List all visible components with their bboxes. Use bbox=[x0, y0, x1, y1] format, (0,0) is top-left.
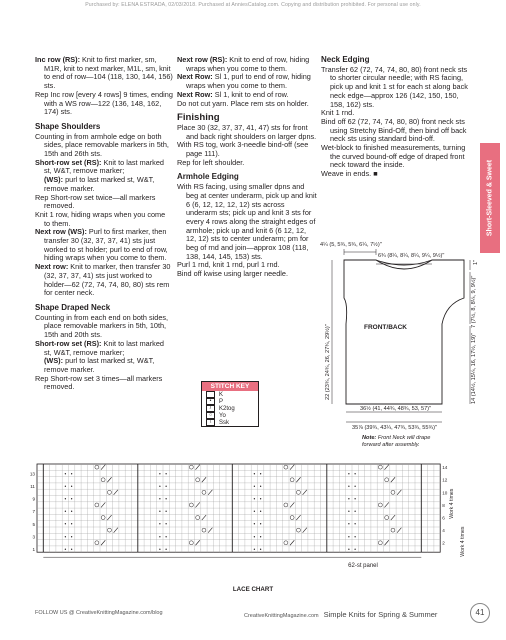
purl-stitch: • bbox=[70, 521, 73, 528]
purl-stitch: • bbox=[253, 496, 256, 503]
chart-repeat-label-lower: Work 4 times bbox=[460, 526, 467, 557]
purl-stitch: • bbox=[165, 509, 168, 516]
shape-draped-neck-text: Counting in from each end on both sides, place removable markers in 5th, 10th, 15th and 20th sts. bbox=[35, 312, 169, 340]
section-side-tab bbox=[480, 143, 500, 253]
purl-stitch: • bbox=[70, 534, 73, 541]
purl-stitch: • bbox=[354, 521, 357, 528]
next-row-text: Knit to marker, then transfer 30 (32, 37, 37, 41) sts just worked to holder—62 (72, 74, 74, 80, 80) sts rem for center neck. bbox=[44, 262, 171, 298]
purl-stitch: • bbox=[354, 534, 357, 541]
rep-inc-row: Rep Inc row [every 4 rows] 9 times, ending with a WS row—122 (136, 148, 162, 174) sts. bbox=[35, 89, 173, 117]
chart-row-number: 3 bbox=[32, 534, 35, 540]
short-row-rs-label: Short-row set (RS): bbox=[35, 157, 102, 167]
purl-stitch: • bbox=[165, 546, 168, 553]
next-row-sl-label-2: Next Row: bbox=[177, 89, 213, 99]
purl-stitch: • bbox=[64, 534, 67, 541]
short-row-rs-text-2: Knit to last marked st, W&T, remove marker; bbox=[44, 338, 164, 357]
knit-symbol bbox=[206, 391, 215, 398]
shape-shoulders-heading: Shape Shoulders bbox=[35, 121, 101, 131]
instructions-column-1 bbox=[35, 56, 173, 392]
chart-row-number: 2 bbox=[442, 540, 445, 546]
hem-width-label: 35⅞ (39¾, 43¼, 47¾, 53¾, 55¾)" bbox=[352, 425, 438, 431]
key-label-k2tog: K2tog bbox=[219, 405, 235, 412]
purl-stitch: • bbox=[253, 534, 256, 541]
purl-stitch: • bbox=[64, 471, 67, 478]
purl-stitch: • bbox=[165, 496, 168, 503]
schematic-drawing bbox=[318, 238, 490, 448]
footer-tagline: Simple Knits for Spring & Summer bbox=[323, 610, 438, 619]
instructions-column-3 bbox=[321, 56, 473, 179]
purl-stitch: • bbox=[70, 496, 73, 503]
purl-stitch: • bbox=[347, 471, 350, 478]
chart-row-number: 14 bbox=[442, 465, 448, 471]
purl-stitch: • bbox=[253, 521, 256, 528]
neck-depth-label: 1" bbox=[473, 259, 479, 265]
instructions-column-2 bbox=[177, 56, 317, 279]
key-row-k2tog bbox=[202, 405, 258, 412]
yo-symbol: ○ bbox=[206, 412, 215, 419]
armhole-depth-label: 7 (7½, 8, 8¼, 9, 9½)" bbox=[471, 275, 477, 328]
key-label-yo: Yo bbox=[219, 412, 226, 419]
purl-stitch: • bbox=[354, 546, 357, 553]
key-label-ssk: Ssk bbox=[219, 419, 230, 426]
front-back-schematic bbox=[318, 238, 490, 448]
key-label-knit: K bbox=[219, 391, 224, 398]
purchase-watermark: Purchased by: ELENA ESTRADA, 02/03/2018. Purchased at AnniesCatalog.com. Copying and distribution prohibited. For personal use only. bbox=[85, 2, 421, 8]
short-row-ws-text: purl to last marked st, W&T, remove marker. bbox=[44, 175, 155, 193]
front-back-label: FRONT/BACK bbox=[364, 324, 407, 331]
purl-stitch: • bbox=[158, 534, 161, 541]
purl-stitch: • bbox=[64, 546, 67, 553]
purl-stitch: • bbox=[259, 483, 262, 490]
lace-chart bbox=[29, 462, 477, 562]
total-length-label: 22 (23¾, 24¾, 26, 27¾, 29½)" bbox=[325, 324, 331, 400]
short-row-ws-label: (WS): bbox=[44, 175, 64, 185]
shape-shoulders-text: Counting in from armhole edge on both sides, place removable markers in 5th, 15th and 26th sts. bbox=[35, 131, 169, 159]
purl-stitch: • bbox=[354, 509, 357, 516]
armhole-edging-text: With RS facing, using smaller dpns and beg at center underarm, pick up and knit 6 (6, 12, 12, 12, 12) sts across underarm sts; pick up and knit 3 sts for every 4 rows along the straight edges of armhole; pick up and knit 6 (6 12, 12, 12, 12) sts to center underarm; pm for beg of rnd and join—approx 108 (118, 138, 144, 145, 153) sts. bbox=[177, 182, 317, 261]
next-row-sl-text-2: Sl 1, knit to end of row. bbox=[212, 89, 289, 99]
purl-stitch: • bbox=[259, 521, 262, 528]
bind-off-front-neck: Bind off 62 (72, 74, 74, 80, 80) front neck sts using Stretchy Bind-Off, then bind off back neck sts using standard bind-off. bbox=[321, 116, 467, 144]
purl-stitch: • bbox=[259, 496, 262, 503]
side-length-label: 14 (14½, 15¼, 16, 17½, 19)" bbox=[471, 332, 477, 404]
chart-row-number: 13 bbox=[29, 471, 35, 477]
chart-row-number: 12 bbox=[442, 477, 448, 483]
purl-stitch: • bbox=[64, 483, 67, 490]
purl-stitch: • bbox=[165, 521, 168, 528]
knit-1-row: Knit 1 row, hiding wraps when you come to them. bbox=[35, 209, 166, 228]
purl-stitch: • bbox=[165, 471, 168, 478]
purl-stitch: • bbox=[70, 546, 73, 553]
chart-row-number: 4 bbox=[442, 528, 445, 534]
footer-site-url[interactable]: CreativeKnittingMagazine.com bbox=[244, 613, 319, 619]
rep-short-row: Rep Short-row set twice—all markers removed. bbox=[35, 192, 156, 211]
schematic-note bbox=[362, 435, 442, 449]
chart-row-number: 5 bbox=[32, 521, 35, 527]
neck-width-label: 6¾ (8¼, 8¼, 8¼, 9¼, 9½)" bbox=[378, 253, 445, 259]
purl-stitch: • bbox=[347, 483, 350, 490]
purl-stitch: • bbox=[347, 521, 350, 528]
purl-stitch: • bbox=[64, 496, 67, 503]
purl-stitch: • bbox=[70, 509, 73, 516]
next-row-sl-text-1: Sl 1, purl to end of row, hiding wraps when you come to them. bbox=[186, 72, 311, 91]
chest-width-label: 36½ (41, 44¾, 48¾, 53, 57)" bbox=[360, 406, 432, 412]
k2tog-symbol: / bbox=[206, 405, 215, 412]
purl-stitch: • bbox=[354, 471, 357, 478]
chart-row-number: 11 bbox=[30, 484, 35, 489]
purl-stitch: • bbox=[165, 534, 168, 541]
footer-follow-us[interactable]: FOLLOW US @ CreativeKnittingMagazine.com/blog bbox=[35, 610, 163, 616]
purl-stitch: • bbox=[70, 483, 73, 490]
short-row-ws-text-2: purl to last marked st, W&T, remove marker. bbox=[44, 356, 155, 374]
chart-row-number: 10 bbox=[442, 490, 448, 496]
note-label: Note: bbox=[362, 435, 377, 441]
armhole-edging-heading: Armhole Edging bbox=[177, 172, 239, 182]
chart-row-number: 7 bbox=[32, 509, 35, 515]
purl-stitch: • bbox=[354, 483, 357, 490]
bind-off-kwise-text: Bind off kwise using larger needle. bbox=[177, 269, 289, 279]
finishing-text: Place 30 (32, 37, 37, 41, 47) sts for front and back right shoulders on larger dpns. bbox=[177, 122, 317, 141]
purl-stitch: • bbox=[347, 534, 350, 541]
key-row-purl bbox=[202, 398, 258, 405]
purl-stitch: • bbox=[158, 471, 161, 478]
chart-row-number: 9 bbox=[32, 496, 35, 502]
chart-row-number: 6 bbox=[442, 515, 445, 521]
chart-row-number: 1 bbox=[32, 547, 35, 552]
purl-stitch: • bbox=[70, 471, 73, 478]
next-row-rs-text: Knit to end of row, hiding wraps when you come to them. bbox=[186, 55, 310, 73]
key-label-purl: P bbox=[219, 398, 224, 405]
knit-1-rnd: Knit 1 rnd. bbox=[321, 108, 355, 118]
purl-stitch: • bbox=[158, 521, 161, 528]
purl-stitch: • bbox=[259, 546, 262, 553]
next-row-ws-text: Purl to first marker, then transfer 30 (32, 37, 37, 41) sts just worked to st holder; purl to end of row, hiding wraps when you come to them. bbox=[44, 227, 168, 263]
purl-stitch: • bbox=[347, 496, 350, 503]
weave-in-ends: Weave in ends. ■ bbox=[321, 169, 378, 179]
purl-stitch: • bbox=[158, 546, 161, 553]
next-row-sl-label-1: Next Row: bbox=[177, 72, 213, 82]
note-text: Front Neck will drape forward after assembly. bbox=[362, 435, 431, 448]
neck-edging-heading: Neck Edging bbox=[321, 55, 370, 64]
rs-tog-text: With RS tog, work 3-needle bind-off (see page 111). bbox=[177, 140, 309, 159]
finishing-heading: Finishing bbox=[177, 112, 220, 124]
next-row-ws-label: Next row (WS): bbox=[35, 227, 87, 237]
short-row-ws-label-2: (WS): bbox=[44, 356, 64, 366]
ssk-symbol: \ bbox=[206, 419, 215, 426]
page-number: 41 bbox=[470, 603, 490, 623]
purl-stitch: • bbox=[158, 509, 161, 516]
chart-row-number: 8 bbox=[442, 502, 445, 508]
do-not-cut-yarn: Do not cut yarn. Place rem sts on holder. bbox=[177, 98, 309, 108]
purl-stitch: • bbox=[158, 496, 161, 503]
purl-stitch: • bbox=[165, 483, 168, 490]
neck-edging-text: Transfer 62 (72, 74, 74, 80, 80) front neck sts to shorter circular needle; with RS facing, pick up and knit 1 st for each st along back neck edge—approx 126 (142, 150, 150, 158, 162) sts. bbox=[321, 64, 468, 109]
wet-block-text: Wet-block to finished measurements, turning the curved bound-off edge of draped front neck toward the inside. bbox=[321, 143, 466, 170]
rep-left-shoulder: Rep for left shoulder. bbox=[177, 157, 245, 167]
stitch-key bbox=[201, 381, 259, 427]
purl-stitch: • bbox=[354, 496, 357, 503]
short-row-rs-text: Knit to last marked st, W&T, remove marker; bbox=[44, 157, 164, 176]
next-row-label: Next row: bbox=[35, 262, 69, 272]
inc-row-label: Inc row (RS): bbox=[35, 55, 80, 64]
purl-stitch: • bbox=[253, 471, 256, 478]
shape-draped-neck-heading: Shape Draped Neck bbox=[35, 302, 111, 312]
next-row-rs-label: Next row (RS): bbox=[177, 55, 228, 64]
purl-rnd-text: Purl 1 rnd, knit 1 rnd, purl 1 rnd. bbox=[177, 260, 280, 270]
purl-stitch: • bbox=[253, 509, 256, 516]
short-row-rs-label-2: Short-row set (RS): bbox=[35, 338, 102, 348]
purl-stitch: • bbox=[253, 483, 256, 490]
purl-symbol: • bbox=[206, 398, 215, 405]
top-left-width-label: 4¼ (5, 5¾, 5¾, 6¼, 7½)" bbox=[320, 242, 382, 248]
stitch-key-title: STITCH KEY bbox=[202, 382, 258, 391]
rep-short-row-2: Rep Short-row set 3 times—all markers removed. bbox=[35, 373, 163, 392]
purl-stitch: • bbox=[347, 546, 350, 553]
key-row-ssk bbox=[202, 419, 258, 426]
purl-stitch: • bbox=[253, 546, 256, 553]
chart-repeat-label-upper: Work 4 times bbox=[449, 488, 456, 519]
chart-title: LACE CHART bbox=[232, 586, 274, 593]
purl-stitch: • bbox=[259, 471, 262, 478]
side-tab-label: Short-Sleeved & Sweet bbox=[486, 159, 494, 237]
purl-stitch: • bbox=[259, 509, 262, 516]
key-row-yo bbox=[202, 412, 258, 419]
purl-stitch: • bbox=[158, 483, 161, 490]
purl-stitch: • bbox=[64, 521, 67, 528]
chart-panel-label: 62-st panel bbox=[348, 563, 378, 569]
footer-site[interactable] bbox=[244, 610, 437, 619]
purl-stitch: • bbox=[64, 509, 67, 516]
purl-stitch: • bbox=[259, 534, 262, 541]
inc-row-text: Knit to first marker, sm, M1R, knit to next marker, M1L, sm, knit to end of row—104 (118, 130, 144, 156) sts. bbox=[44, 55, 173, 91]
purl-stitch: • bbox=[347, 509, 350, 516]
key-row-knit bbox=[202, 391, 258, 398]
